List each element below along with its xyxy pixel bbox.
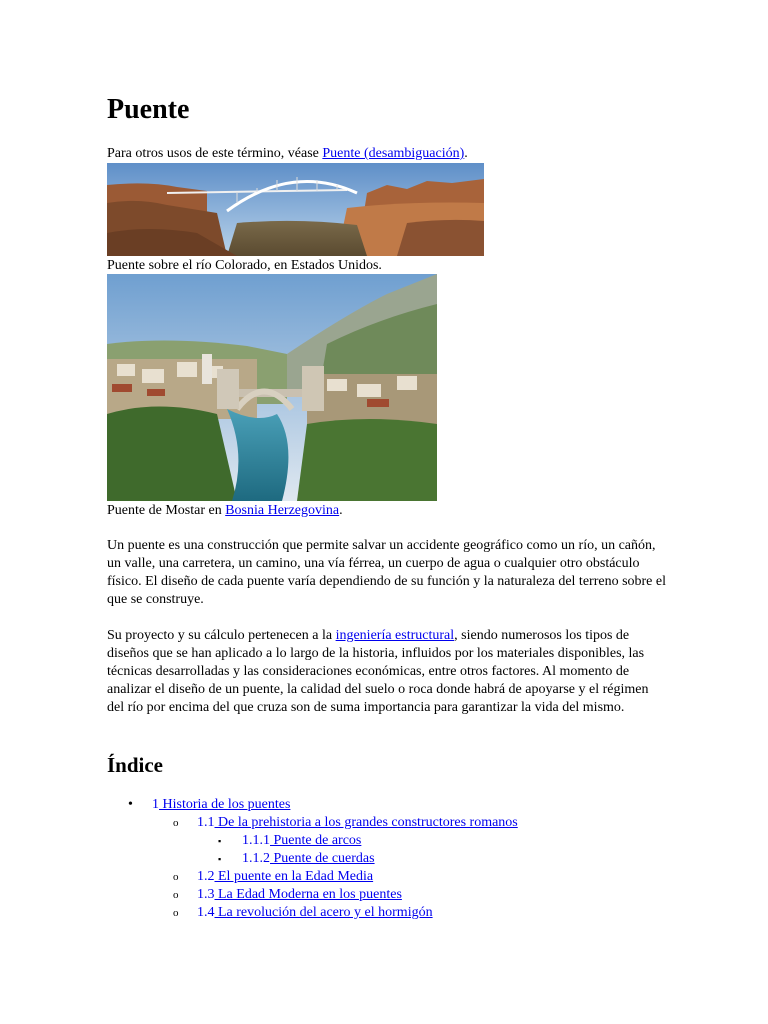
toc-item[interactable] bbox=[197, 868, 373, 886]
toc-bullet-icon: o bbox=[173, 817, 179, 829]
figure2-caption bbox=[107, 502, 343, 520]
toc-item[interactable] bbox=[197, 904, 433, 922]
colorado-bridge-illustration bbox=[107, 163, 484, 256]
toc-item-number: 1.2 bbox=[197, 869, 215, 884]
figure2-caption-prefix: Puente de Mostar en bbox=[107, 503, 226, 518]
hatnote bbox=[107, 145, 468, 163]
toc-bullet-icon: ▪ bbox=[218, 854, 222, 864]
toc-item-label: Historia de los puentes bbox=[159, 797, 291, 812]
mostar-bridge-image bbox=[107, 274, 437, 501]
toc-bullet-icon: • bbox=[128, 797, 133, 812]
structural-engineering-link[interactable]: ingeniería estructural bbox=[335, 628, 455, 643]
toc-item-number: 1.1.1 bbox=[242, 833, 270, 848]
toc-item[interactable] bbox=[197, 814, 518, 832]
structural-paragraph-suffix: , siendo numerosos los tipos de diseños que se han aplicado a lo largo de la historia, influidos por los materiales disponibles, las técnicas desarrolladas y las consideraciones económicas, entre otros factores. Al momento de analizar el diseño de un puente, la calidad del suelo o roca donde habrá de apoyarse y el régimen del río por encima del que cruza son de suma importancia para garantizar la vida del mismo. bbox=[107, 628, 649, 715]
bosnia-herzegovina-link[interactable]: Bosnia Herzegovina bbox=[225, 503, 340, 518]
toc-item[interactable] bbox=[152, 796, 290, 814]
toc-bullet-icon: o bbox=[173, 889, 179, 901]
toc-item-number: 1.1 bbox=[197, 815, 215, 830]
toc-item-label: El puente en la Edad Media bbox=[214, 869, 374, 884]
page-title: Puente bbox=[107, 94, 190, 125]
disambiguation-link[interactable]: Puente (desambiguación) bbox=[322, 146, 465, 161]
toc-item-number: 1.4 bbox=[197, 905, 215, 920]
toc-item[interactable] bbox=[242, 832, 361, 850]
toc-item-label: Puente de arcos bbox=[270, 833, 362, 848]
toc-bullet-icon: o bbox=[173, 871, 179, 883]
toc-item-label: La revolución del acero y el hormigón bbox=[214, 905, 433, 920]
toc-item[interactable] bbox=[197, 886, 402, 904]
toc-heading: Índice bbox=[107, 753, 164, 777]
mostar-bridge-illustration bbox=[107, 274, 437, 501]
toc-item-label: La Edad Moderna en los puentes bbox=[214, 887, 402, 902]
intro-paragraph: Un puente es una construcción que permite salvar un accidente geográfico como un río, un cañón, un valle, una carretera, un camino, una vía férrea, un cuerpo de agua o cualquier otro obstáculo físico. El diseño de cada puente varía dependiendo de su función y la naturaleza del terreno sobre el que se construye. bbox=[107, 538, 666, 607]
toc-item-number: 1.3 bbox=[197, 887, 215, 902]
structural-paragraph bbox=[107, 627, 667, 717]
toc-item[interactable] bbox=[242, 850, 375, 868]
toc-item-label: Puente de cuerdas bbox=[270, 851, 375, 866]
toc-item-number: 1.1.2 bbox=[242, 851, 270, 866]
hatnote-suffix: . bbox=[464, 146, 468, 161]
toc-item-number: 1 bbox=[152, 797, 159, 812]
toc-item-label: De la prehistoria a los grandes constructores romanos bbox=[214, 815, 518, 830]
colorado-bridge-image bbox=[107, 163, 484, 256]
figure2-caption-suffix: . bbox=[339, 503, 343, 518]
figure1-caption: Puente sobre el río Colorado, en Estados Unidos. bbox=[107, 258, 382, 273]
toc-bullet-icon: o bbox=[173, 907, 179, 919]
toc-bullet-icon: ▪ bbox=[218, 836, 222, 846]
structural-paragraph-prefix: Su proyecto y su cálculo pertenecen a la bbox=[107, 628, 336, 643]
hatnote-prefix: Para otros usos de este término, véase bbox=[107, 146, 323, 161]
